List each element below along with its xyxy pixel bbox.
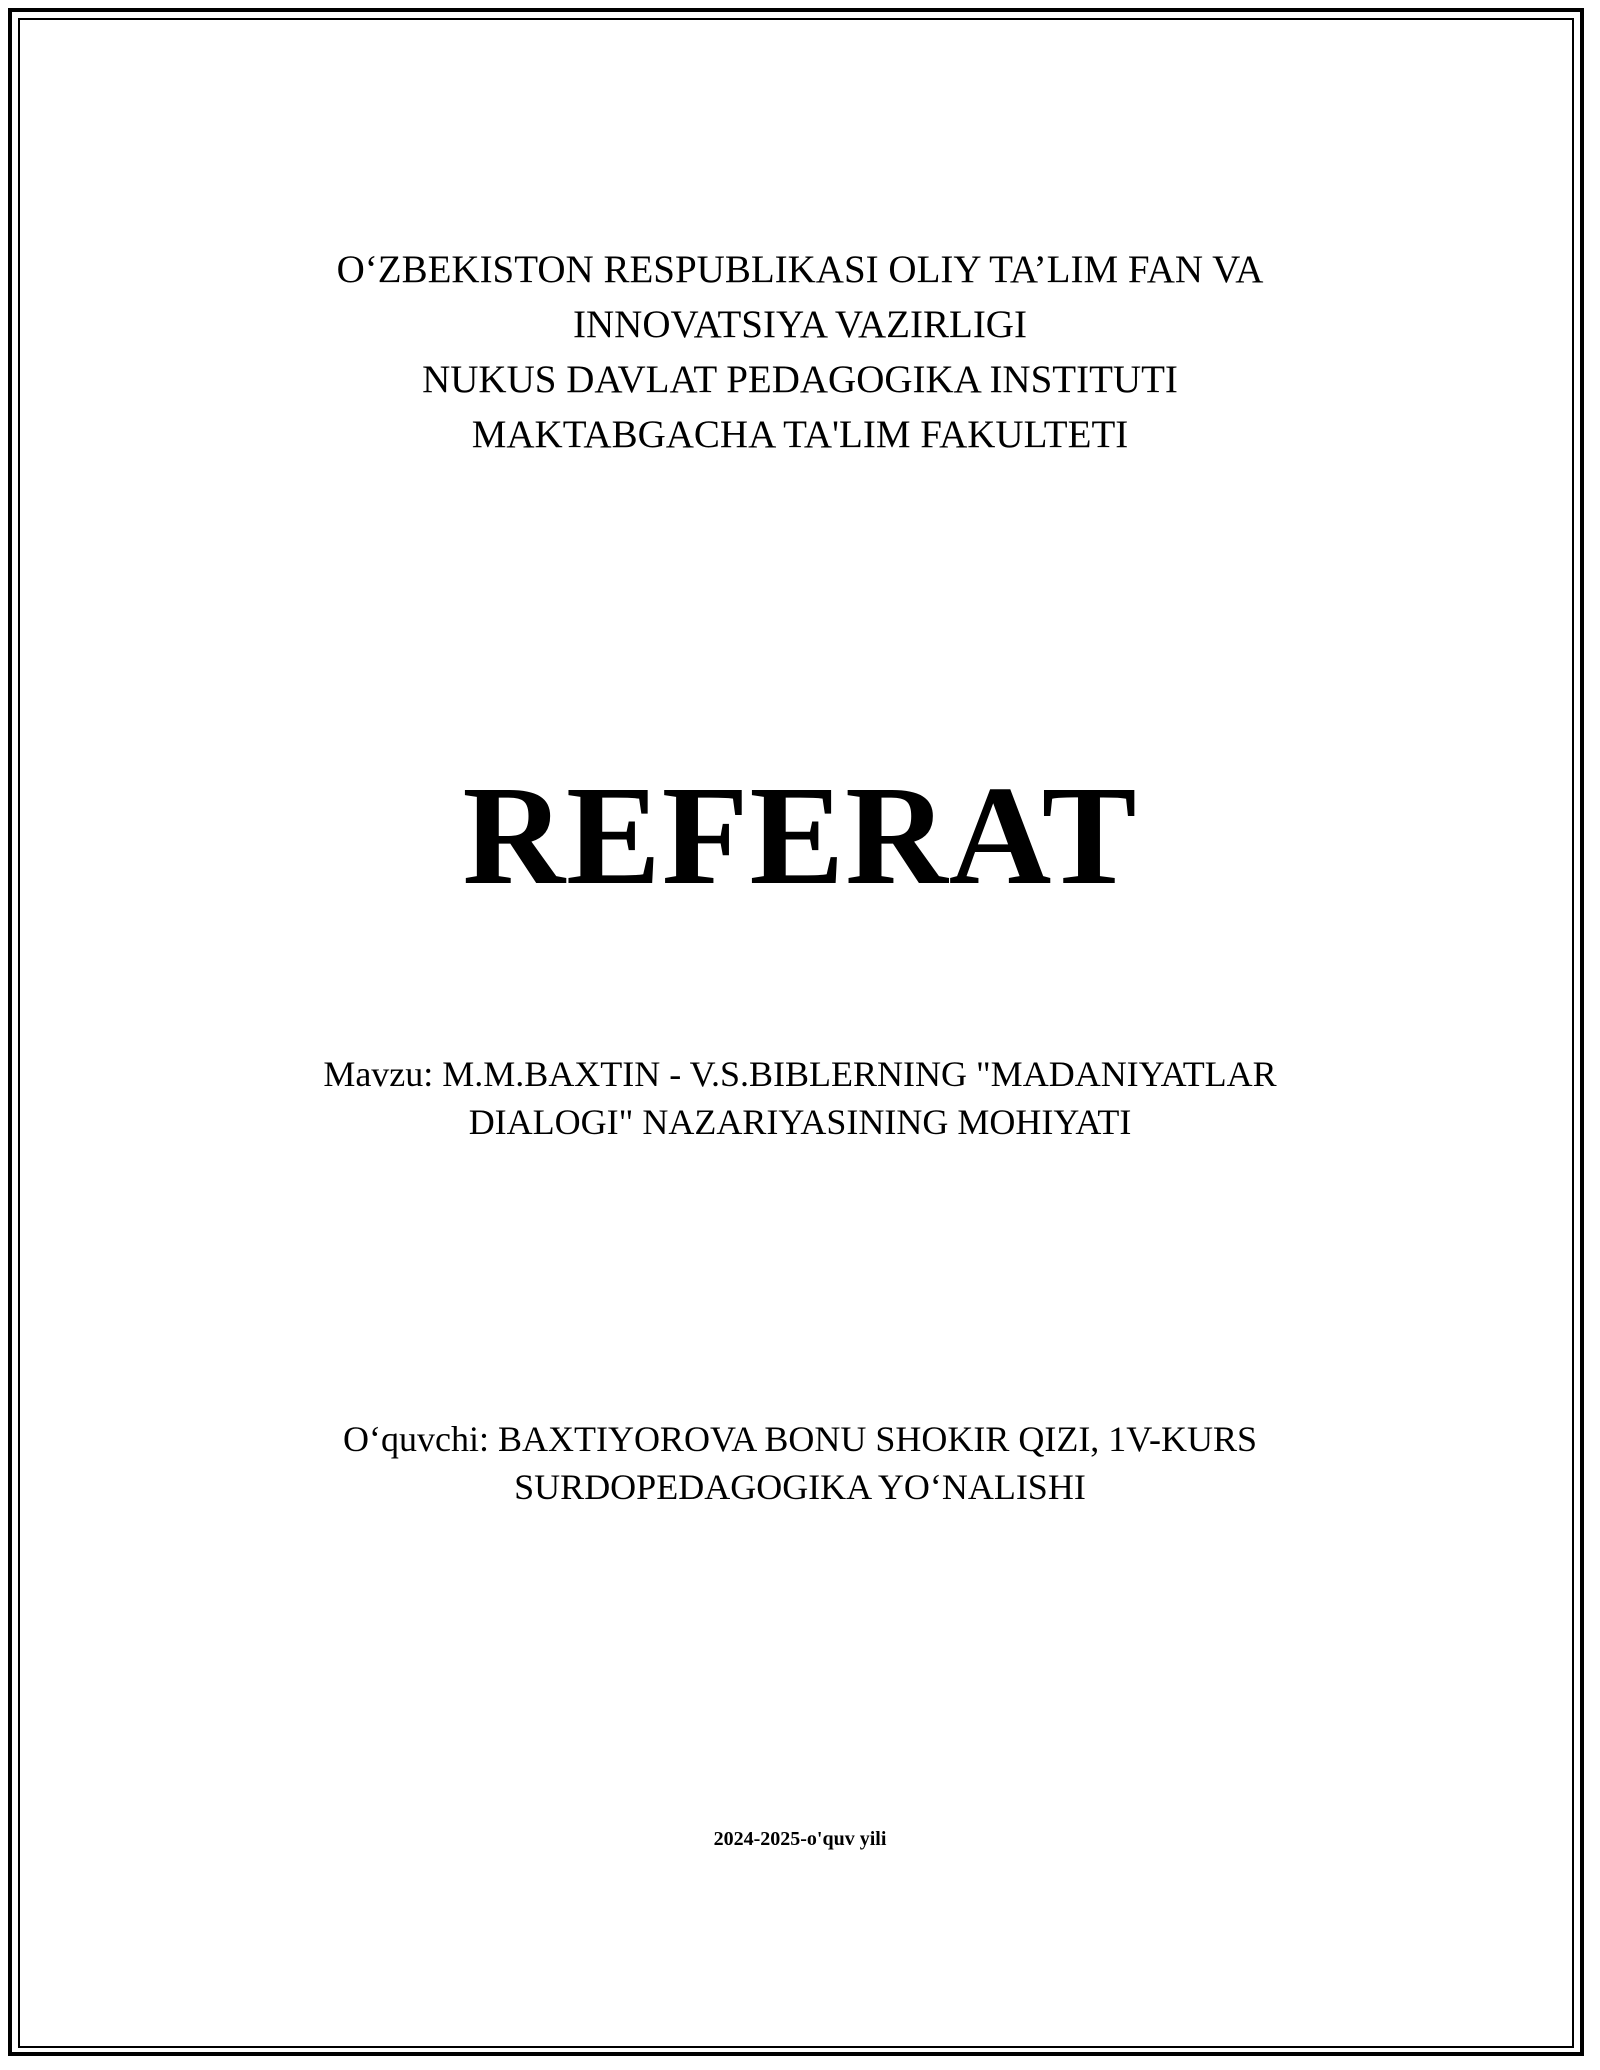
header-line-ministry-2: INNOVATSIYA VAZIRLIGI	[573, 303, 1027, 346]
student-line-2: SURDOPEDAGOGIKA YO‘NALISHI	[514, 1467, 1086, 1507]
header-line-institute: NUKUS DAVLAT PEDAGOGIKA INSTITUTI	[422, 358, 1178, 401]
header-line-ministry-1: O‘ZBEKISTON RESPUBLIKASI OLIY TA’LIM FAN VA	[336, 248, 1264, 291]
topic-section	[0, 1050, 1600, 1146]
document-title: REFERAT	[462, 756, 1138, 914]
topic-line-2: DIALOGI" NAZARIYASINING MOHIYATI	[468, 1102, 1132, 1142]
academic-year: 2024-2025-o'quv yili	[713, 1828, 887, 1850]
header-line-faculty: MAKTABGACHA TA'LIM FAKULTETI	[471, 413, 1129, 456]
topic-line-1: Mavzu: M.M.BAXTIN - V.S.BIBLERNING "MADANIYATLAR	[323, 1054, 1277, 1094]
institution-header	[0, 242, 1600, 462]
student-line-1: O‘quvchi: BAXTIYOROVA BONU SHOKIR QIZI, 1V-KURS	[342, 1419, 1258, 1459]
student-section	[0, 1415, 1600, 1511]
